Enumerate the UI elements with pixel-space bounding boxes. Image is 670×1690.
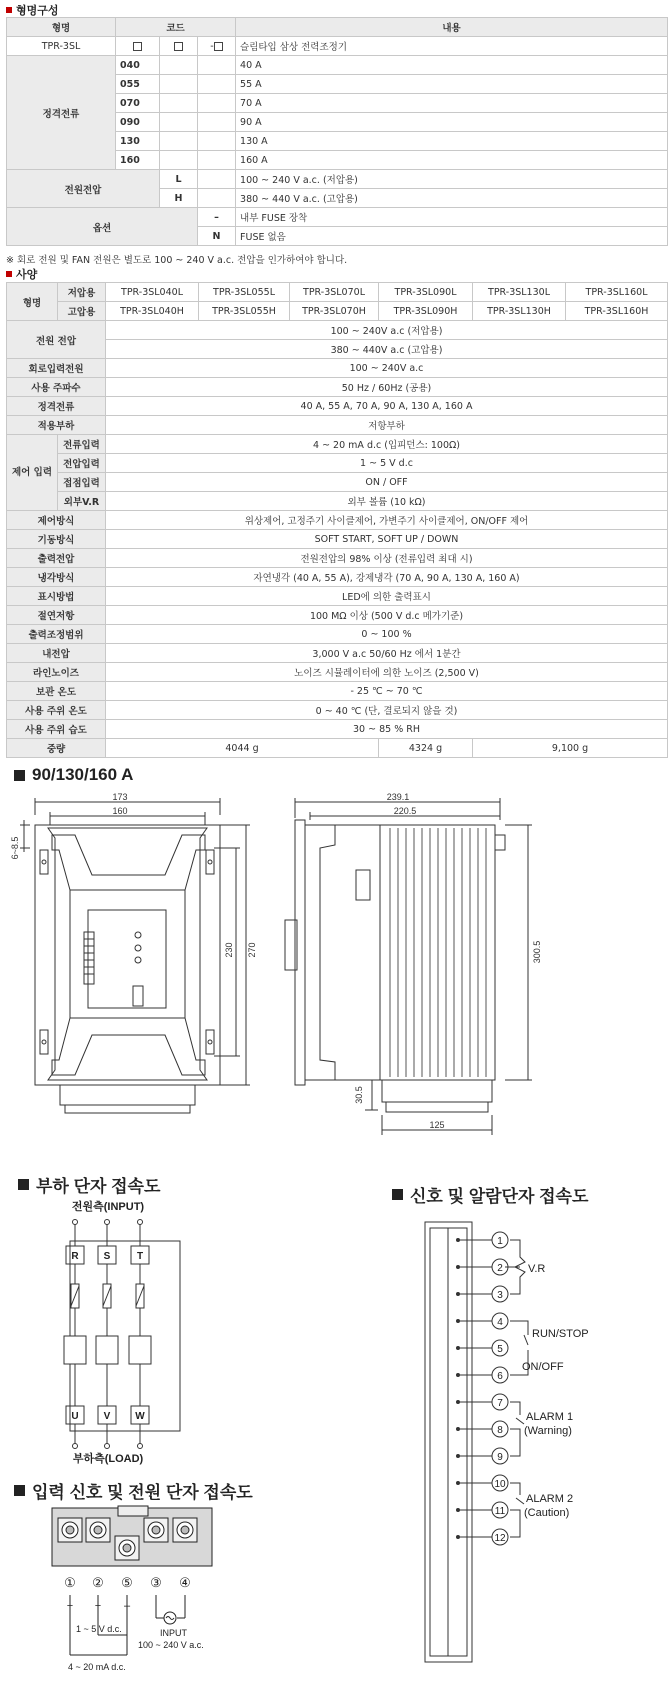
- svg-text:160: 160: [112, 806, 128, 816]
- input-terminal-number: ①: [64, 1575, 76, 1590]
- terminal-dot: [456, 1373, 460, 1377]
- svg-text:V.R: V.R: [528, 1263, 546, 1275]
- terminal-dot: [456, 1346, 460, 1350]
- svg-text:ON/OFF: ON/OFF: [522, 1361, 564, 1373]
- section-header-input-terminal: 입력 신호 및 전원 단자 접속도: [14, 1478, 253, 1503]
- screw-head-icon: [181, 1526, 189, 1534]
- black-square-icon: [18, 1179, 29, 1190]
- terminal-number: 11: [494, 1506, 506, 1517]
- svg-text:1 ~ 5 V d.c.: 1 ~ 5 V d.c.: [76, 1624, 122, 1634]
- terminal-dot: [456, 1400, 460, 1404]
- header-model: 형명: [7, 18, 116, 37]
- terminal-number: 2: [497, 1263, 503, 1274]
- svg-text:U: U: [71, 1411, 79, 1422]
- terminal-number: 9: [497, 1452, 503, 1463]
- terminal-dot: [456, 1238, 460, 1242]
- svg-text:300.5: 300.5: [532, 940, 542, 964]
- svg-text:270: 270: [247, 942, 257, 958]
- terminal-number: 8: [497, 1425, 503, 1436]
- terminal-dot: [456, 1292, 460, 1296]
- terminal-dot: [456, 1535, 460, 1539]
- red-square-icon: [6, 7, 12, 13]
- svg-text:V: V: [103, 1411, 111, 1422]
- terminal-number: 12: [494, 1533, 506, 1544]
- svg-text:W: W: [135, 1411, 145, 1422]
- terminal-dot: [456, 1454, 460, 1458]
- input-terminal-number: ④: [179, 1575, 191, 1590]
- svg-text:100 ~ 240 V a.c.: 100 ~ 240 V a.c.: [138, 1640, 204, 1650]
- section-header-load-terminal: 부하 단자 접속도: [18, 1172, 160, 1197]
- svg-text:T: T: [136, 1251, 144, 1262]
- terminal-number: 1: [497, 1236, 503, 1247]
- section-header-dimensions: 90/130/160 A: [14, 765, 133, 785]
- terminal-number: 5: [497, 1344, 503, 1355]
- screw-head-icon: [123, 1544, 131, 1552]
- svg-text:ALARM 1: ALARM 1: [526, 1411, 574, 1423]
- terminal-number: 7: [497, 1398, 503, 1409]
- spec-table: 형명 저압용 TPR-3SL040L TPR-3SL055L TPR-3SL070L TPR-3SL090L TPR-3SL130L TPR-3SL160L 고압용 TPR-3SL040H TPR-3SL055H TPR-3SL070H TPR-3SL090H TPR-3SL130H TPR-3SL160H 전원 전압 100 ~ 240V a.c (저압용) 380 ~ 440V a.c (고압용) 회로입력전원 100 ~ 240V a.c 사용 주파수 50 Hz / 60Hz (공용) 정격전류 40 A, 55 A, 70 A, 90 A, 130 A, 160 A 적용부하 저항부하 제어 입력 전류입력 4 ~ 20 mA d.c (입피던스: 100Ω) 전압입력 1 ~ 5 V d.c 접점입력 ON / OFF 외부V.R 외부 볼륨 (10 kΩ) 제어방식 위상제어, 고정주기 사이클제어, 가변주기 사이클제어, ON/OFF 제어 기동방식 SOFT START, SOFT UP / DOWN 출력전압 전원전압의 98% 이상 (전류입력 최대 시) 냉각방식 자연냉각 (40 A, 55 A), 강제냉각 (70 A, 90 A, 130 A, 160 A) 표시방법 LED에 의한 출력표시 절연저항 100 MΩ 이상 (500 V d.c 메가기준) 출력조정범위 0 ~ 100 % 내전압 3,000 V a.c 50/60 Hz 에서 1분간 라인노이즈 노이즈 시뮬레이터에 의한 노이즈 (2,500 V) 보관 온도 - 25 ℃ ~ 70 ℃ 사용 주위 온도 0 ~ 40 ℃ (단, 결로되지 않을 것) 사용 주위 습도 30 ~ 85 % RH 중량 4044 g 4324 g 9,100 g: [6, 282, 668, 758]
- svg-text:4 ~ 20 mA d.c.: 4 ~ 20 mA d.c.: [68, 1662, 126, 1672]
- svg-text:RUN/STOP: RUN/STOP: [532, 1328, 589, 1340]
- svg-text:INPUT: INPUT: [160, 1628, 187, 1638]
- input-terminal-number: ②: [92, 1575, 104, 1590]
- spec-model-label: 형명: [7, 283, 58, 321]
- option-label: 옵션: [7, 208, 198, 246]
- header-desc: 내용: [236, 18, 668, 37]
- svg-text:ALARM 2: ALARM 2: [526, 1493, 574, 1505]
- svg-text:–: –: [123, 1600, 131, 1612]
- svg-text:S: S: [103, 1251, 111, 1262]
- terminal-number: 6: [497, 1371, 503, 1382]
- svg-text:(Caution): (Caution): [524, 1507, 570, 1519]
- model-name: TPR-3SL: [7, 37, 116, 56]
- svg-text:239.1: 239.1: [386, 792, 410, 802]
- black-square-icon: [14, 1485, 25, 1496]
- black-square-icon: [14, 770, 25, 781]
- voltage-label: 전원전압: [7, 170, 160, 208]
- svg-text:전원측(INPUT): 전원측(INPUT): [71, 1201, 145, 1213]
- input-terminal-number: ③: [150, 1575, 162, 1590]
- power-note: ※ 회로 전원 및 FAN 전원은 별도로 100 ~ 240 V a.c. 전압을 인가하여야 합니다.: [6, 255, 348, 266]
- section-header-model-code: 형명구성: [6, 2, 59, 18]
- input-terminal-diagram: [0, 1500, 260, 1690]
- code-box-icon: [133, 42, 142, 51]
- terminal-dot: [456, 1319, 460, 1323]
- svg-text:125: 125: [429, 1120, 445, 1130]
- svg-text:+: +: [94, 1600, 102, 1612]
- screw-head-icon: [152, 1526, 160, 1534]
- svg-text:30.5: 30.5: [354, 1086, 364, 1104]
- section-header-signal-terminal: 신호 및 알람단자 접속도: [392, 1182, 588, 1207]
- svg-text:+: +: [66, 1600, 74, 1612]
- dimension-drawing: [0, 790, 670, 1140]
- svg-text:6~8.5: 6~8.5: [10, 836, 20, 860]
- model-code-table: 형명 코드 내용 TPR-3SL - 슬림타입 삼상 전력조정기 정격전류 040 40 A 055 55 A 070 70 A 090 90 A 130 130 A 160 160 A 전원전압 L 100 ~ 240 V a.c. (저압용) H 380 ~ 440 V a.c. (고압용) 옵션 – 내부 FUSE 장착 N FUSE 없음: [6, 17, 668, 246]
- svg-text:220.5: 220.5: [393, 806, 417, 816]
- screw-head-icon: [66, 1526, 74, 1534]
- terminal-dot: [456, 1427, 460, 1431]
- section-header-specs: 사양: [6, 266, 37, 282]
- header-code: 코드: [116, 18, 236, 37]
- terminal-dot: [456, 1265, 460, 1269]
- svg-text:173: 173: [112, 792, 128, 802]
- code-box-icon: [214, 42, 223, 51]
- rated-current-label: 정격전류: [7, 56, 116, 170]
- model-desc: 슬림타입 삼상 전력조정기: [236, 37, 668, 56]
- terminal-number: 4: [497, 1317, 503, 1328]
- screw-head-icon: [94, 1526, 102, 1534]
- terminal-dot: [456, 1508, 460, 1512]
- input-terminal-number: ⑤: [121, 1575, 133, 1590]
- svg-text:(Warning): (Warning): [524, 1425, 572, 1437]
- terminal-dot: [456, 1481, 460, 1485]
- svg-text:부하측(LOAD): 부하측(LOAD): [72, 1453, 144, 1465]
- black-square-icon: [392, 1189, 403, 1200]
- red-square-icon: [6, 271, 12, 277]
- code-box-icon: [174, 42, 183, 51]
- svg-text:230: 230: [224, 942, 234, 958]
- terminal-number: 10: [494, 1479, 506, 1490]
- svg-text:R: R: [71, 1251, 79, 1262]
- terminal-number: 3: [497, 1290, 503, 1301]
